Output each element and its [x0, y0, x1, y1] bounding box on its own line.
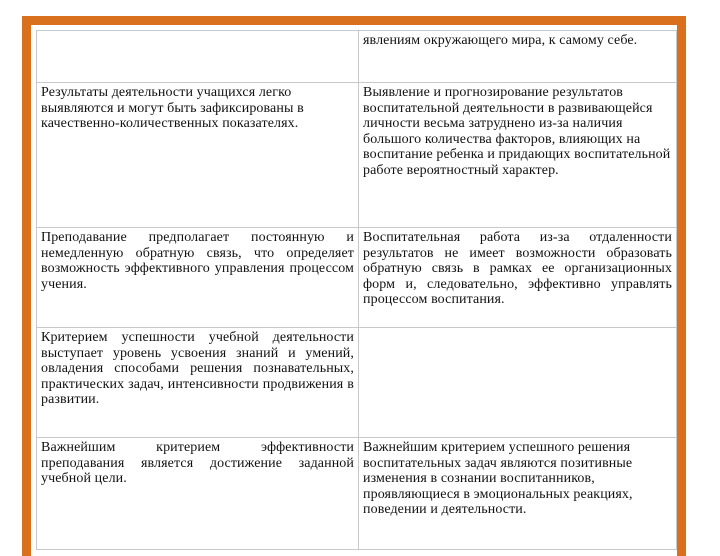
table-row: [37, 228, 677, 328]
table-row: [37, 83, 677, 228]
table-cell-right: Важнейшим критерием успешного решения воспитательных задач являются позитивные изменения в сознании воспитанников, проявляющиеся в эмоциональных реакциях, поведении и деятельности.: [359, 438, 677, 550]
table-cell-right: явлениям окружающего мира, к самому себе.: [359, 31, 677, 83]
table-cell-right: Выявление и прогнозирование результатов воспитательной деятельности в развивающейся личности весьма затруднено из-за наличия большого количества факторов, влияющих на воспитание ребенка и придающих воспитательной работе вероятностный характер.: [359, 83, 677, 228]
comparison-table: [36, 30, 677, 550]
table-cell-left: Важнейшим критерием эффективности преподавания является достижение заданной учебной цели.: [37, 438, 359, 550]
table-cell-right: Воспитательная работа из-за отдаленности результатов не имеет возможности образовать обратную связь в рамках ее организационных форм и, следовательно, эффективно управлять процессом воспитания.: [359, 228, 677, 328]
table-row: [37, 328, 677, 438]
table-cell-left: Критерием успешности учебной деятельности выступает уровень усвоения знаний и умений, овладения способами решения познавательных, практических задач, интенсивности продвижения в развитии.: [37, 328, 359, 438]
table-cell-left: Результаты деятельности учащихся легко выявляются и могут быть зафиксированы в качественно-количественных показателях.: [37, 83, 359, 228]
table-cell-right: [359, 328, 677, 438]
table-cell-left: [37, 31, 359, 83]
table-row: [37, 31, 677, 83]
table-row: [37, 438, 677, 550]
table-cell-left: Преподавание предполагает постоянную и немедленную обратную связь, что определяет возможность эффективного управления процессом учения.: [37, 228, 359, 328]
